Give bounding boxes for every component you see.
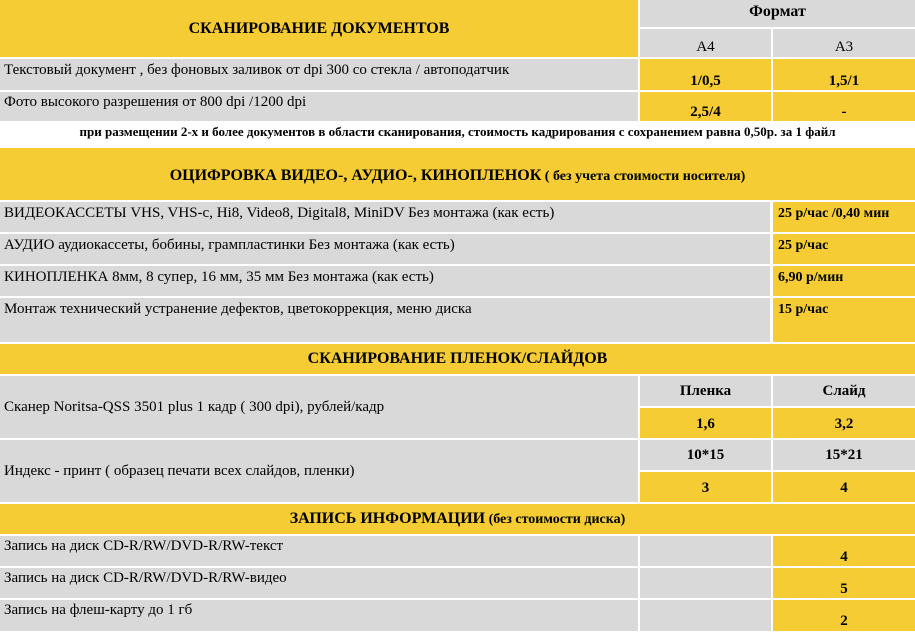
price-scanner-film: 1,6 (640, 408, 771, 438)
row-label-editing: Монтаж технический устранение дефектов, цветокоррекция, меню диска (0, 298, 770, 342)
section-title-film-scan: СКАНИРОВАНИЕ ПЛЕНОК/СЛАЙДОВ (0, 344, 915, 374)
price-editing: 15 р/час (773, 298, 915, 342)
section-title-scan-documents: СКАНИРОВАНИЕ ДОКУМЕНТОВ (0, 0, 638, 57)
price-index-slide: 4 (773, 472, 915, 502)
row-label-video: ВИДЕОКАССЕТЫ VHS, VHS-c, Hi8, Video8, Digital8, MiniDV Без монтажа (как есть) (0, 202, 770, 232)
price-index-film: 3 (640, 472, 771, 502)
index-film-size: 10*15 (640, 440, 771, 470)
index-slide-size: 15*21 (773, 440, 915, 470)
col-header-a4: А4 (640, 29, 771, 57)
price-cd-video: 5 (773, 568, 915, 598)
col-header-slide: Слайд (773, 376, 915, 406)
col-header-a3: А3 (773, 29, 915, 57)
row-label-index-print: Индекс - принт ( образец печати всех слайдов, пленки) (0, 440, 638, 502)
price-film: 6,90 р/мин (773, 266, 915, 296)
row-label-photo: Фото высокого разрешения от 800 dpi /1200 dpi (0, 92, 638, 121)
row-label-scanner: Сканер Noritsa-QSS 3501 plus 1 кадр ( 300 dpi), рублей/кадр (0, 376, 638, 438)
price-photo-a4: 2,5/4 (640, 92, 771, 121)
empty-cell-cd-text (640, 536, 771, 566)
recording-title-suffix: (без стоимости диска) (485, 512, 626, 527)
price-cd-text: 4 (773, 536, 915, 566)
row-label-cd-text: Запись на диск CD-R/RW/DVD-R/RW-текст (0, 536, 638, 566)
col-header-film: Пленка (640, 376, 771, 406)
digitization-title-main: ОЦИФРОВКА ВИДЕО-, АУДИО-, КИНОПЛЕНОК (169, 167, 542, 184)
row-label-film: КИНОПЛЕНКА 8мм, 8 супер, 16 мм, 35 мм Без монтажа (как есть) (0, 266, 770, 296)
price-video: 25 р/час /0,40 мин (773, 202, 915, 232)
row-label-audio: АУДИО аудиокассеты, бобины, грампластинки Без монтажа (как есть) (0, 234, 770, 264)
digitization-title-suffix: ( без учета стоимости носителя) (541, 169, 746, 184)
price-photo-a3: - (773, 92, 915, 121)
empty-cell-flash (640, 600, 771, 631)
price-text-document-a4: 1/0,5 (640, 59, 771, 90)
price-flash: 2 (773, 600, 915, 631)
row-label-flash: Запись на флеш-карту до 1 гб (0, 600, 638, 631)
cropping-note: при размещении 2-х и более документов в области сканирования, стоимость кадрирования с сохранением равна 0,50р. за 1 файл (0, 121, 915, 146)
row-label-cd-video: Запись на диск CD-R/RW/DVD-R/RW-видео (0, 568, 638, 598)
recording-title-main: ЗАПИСЬ ИНФОРМАЦИИ (289, 510, 486, 527)
section-title-digitization (0, 148, 915, 200)
row-label-text-document: Текстовый документ , без фоновых заливок от dpi 300 со стекла / автоподатчик (0, 59, 638, 90)
price-scanner-slide: 3,2 (773, 408, 915, 438)
price-audio: 25 р/час (773, 234, 915, 264)
section-title-recording (0, 504, 915, 534)
format-header: Формат (640, 0, 915, 27)
price-text-document-a3: 1,5/1 (773, 59, 915, 90)
empty-cell-cd-video (640, 568, 771, 598)
